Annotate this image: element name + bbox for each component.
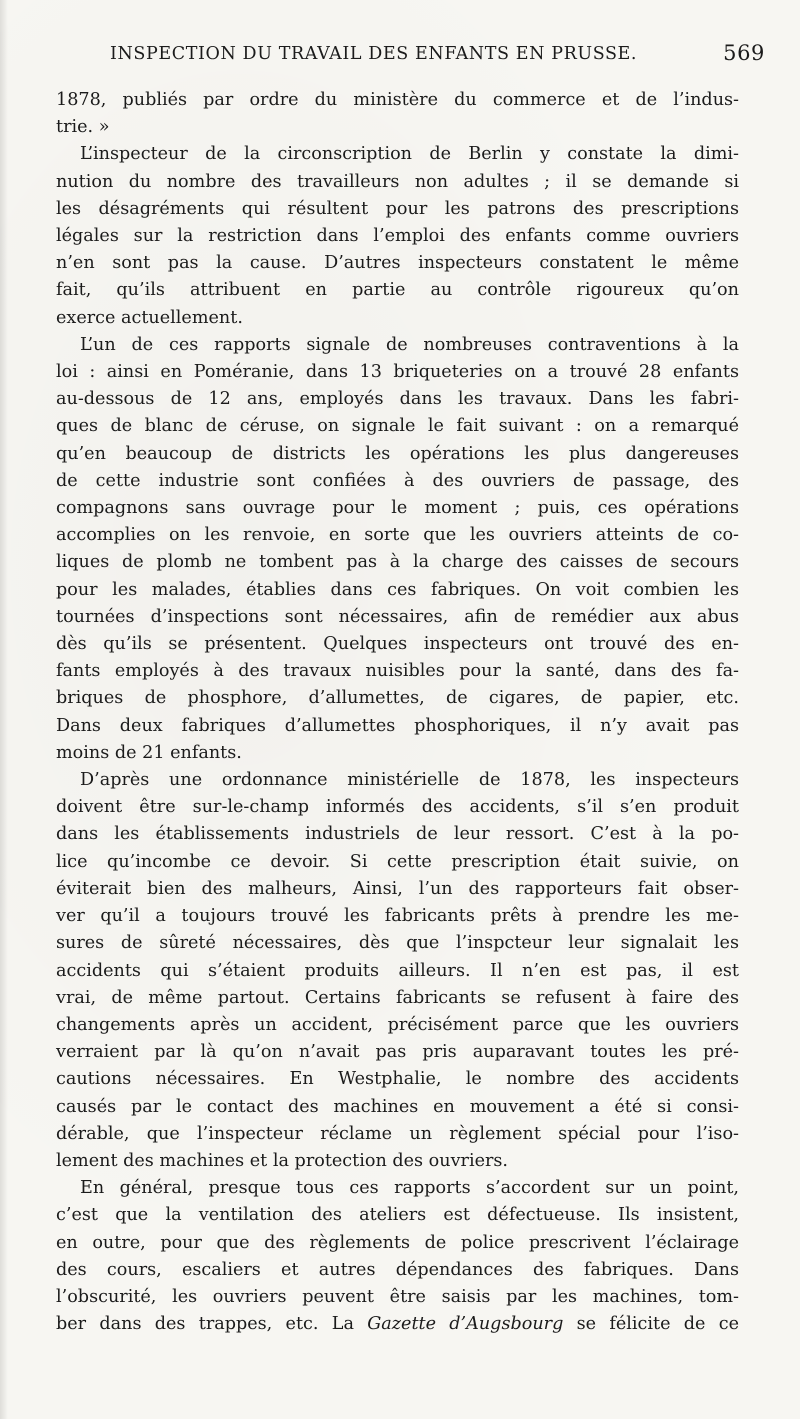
text-line: causés par le contact des machines en mouvement a été si consi- (56, 1096, 739, 1117)
page-number: 569 (723, 41, 765, 65)
paragraph (56, 141, 739, 331)
text-line: accomplies on les renvoie, en sorte que les ouvriers atteints de co- (56, 525, 739, 546)
text-line: dès qu’ils se présentent. Quelques inspecteurs ont trouvé des en- (56, 634, 739, 655)
text-line: dérable, que l’inspecteur réclame un règlement spécial pour l’iso- (56, 1123, 739, 1144)
text-line: changements après un accident, précisément parce que les ouvriers (56, 1014, 739, 1035)
text-line: Dans deux fabriques d’allumettes phosphoriques, il n’y avait pas (56, 715, 739, 736)
text-line: vrai, de même partout. Certains fabricants se refusent à faire des (56, 987, 739, 1008)
text-fragment: ber dans des trappes, etc. La (56, 1314, 354, 1335)
text-line: en outre, pour que des règlements de police prescrivent l’éclairage (56, 1232, 739, 1253)
text-line: cautions nécessaires. En Westphalie, le nombre des accidents (56, 1069, 739, 1090)
text-line: dans les établissements industriels de leur ressort. C’est à la po- (56, 824, 739, 845)
text-line: pour les malades, établies dans ces fabriques. On voit combien les (56, 579, 739, 600)
text-line: 1878, publiés par ordre du ministère du commerce et de l’indus- (56, 90, 739, 110)
text-line: les désagréments qui résultent pour les patrons des prescriptions (56, 198, 739, 219)
text-line: nution du nombre des travailleurs non adultes ; il se demande si (56, 171, 739, 192)
text-line: des cours, escaliers et autres dépendances des fabriques. Dans (56, 1259, 739, 1280)
text-line: trie. » (56, 117, 110, 138)
text-line: c’est que la ventilation des ateliers est défectueuse. Ils insistent, (56, 1205, 739, 1226)
text-line: lement des machines et la protection des ouvriers. (56, 1150, 509, 1171)
text-fragment: se félicite de ce (563, 1314, 739, 1335)
paragraph (56, 87, 739, 141)
text-line: liques de plomb ne tombent pas à la charge des caisses de secours (56, 552, 739, 573)
paragraph (56, 332, 739, 767)
text-line: tournées d’inspections sont nécessaires, afin de remédier aux abus (56, 606, 739, 627)
text-line: légales sur la restriction dans l’emploi des enfants comme ouvriers (56, 226, 739, 247)
text-line-final (56, 1311, 739, 1338)
paragraph (56, 1175, 739, 1338)
text-line: exerce actuellement. (56, 307, 243, 328)
text-line: lice qu’incombe ce devoir. Si cette prescription était suivie, on (56, 851, 739, 872)
italic-title: Gazette d’Augsbourg (367, 1314, 564, 1335)
running-title: INSPECTION DU TRAVAIL DES ENFANTS EN PRUSSE. (110, 44, 638, 64)
page-header (110, 41, 765, 76)
text-line: D’après une ordonnance ministérielle de 1878, les inspecteurs (80, 770, 739, 791)
text-line: ques de blanc de céruse, on signale le fait suivant : on a remarqué (56, 416, 739, 437)
text-line: L’inspecteur de la circonscription de Berlin y constate la dimi- (80, 144, 739, 165)
text-line: qu’en beaucoup de districts les opérations les plus dangereuses (56, 443, 739, 464)
text-line: l’obscurité, les ouvriers peuvent être saisis par les machines, tom- (56, 1286, 739, 1307)
text-line: fants employés à des travaux nuisibles pour la santé, dans des fa- (56, 661, 739, 682)
text-line: moins de 21 enfants. (56, 742, 242, 763)
page-body (56, 87, 739, 1338)
text-line: au-dessous de 12 ans, employés dans les travaux. Dans les fabri- (56, 389, 739, 410)
text-line: loi : ainsi en Poméranie, dans 13 briqueteries on a trouvé 28 enfants (56, 362, 739, 383)
text-line: doivent être sur-le-champ informés des accidents, s’il s’en produit (56, 797, 739, 818)
text-line: ver qu’il a toujours trouvé les fabricants prêts à prendre les me- (56, 906, 739, 927)
paragraph (56, 767, 739, 1175)
text-line: briques de phosphore, d’allumettes, de cigares, de papier, etc. (56, 688, 739, 709)
text-line: de cette industrie sont confiées à des ouvriers de passage, des (56, 470, 739, 491)
text-line: compagnons sans ouvrage pour le moment ; puis, ces opérations (56, 498, 739, 519)
text-line: n’en sont pas la cause. D’autres inspecteurs constatent le même (56, 253, 739, 274)
text-line: En général, presque tous ces rapports s’accordent sur un point, (80, 1178, 739, 1199)
text-line: accidents qui s’étaient produits ailleurs. Il n’en est pas, il est (56, 960, 739, 981)
text-line: éviterait bien des malheurs, Ainsi, l’un des rapporteurs fait obser- (56, 878, 739, 899)
page-gutter-shadow (0, 0, 8, 1419)
text-line: verraient par là qu’on n’avait pas pris auparavant toutes les pré- (56, 1042, 739, 1063)
text-line: fait, qu’ils attribuent en partie au contrôle rigoureux qu’on (56, 280, 739, 301)
text-line: L’un de ces rapports signale de nombreuses contraventions à la (80, 334, 739, 355)
text-line: sures de sûreté nécessaires, dès que l’inspcteur leur signalait les (56, 933, 739, 954)
